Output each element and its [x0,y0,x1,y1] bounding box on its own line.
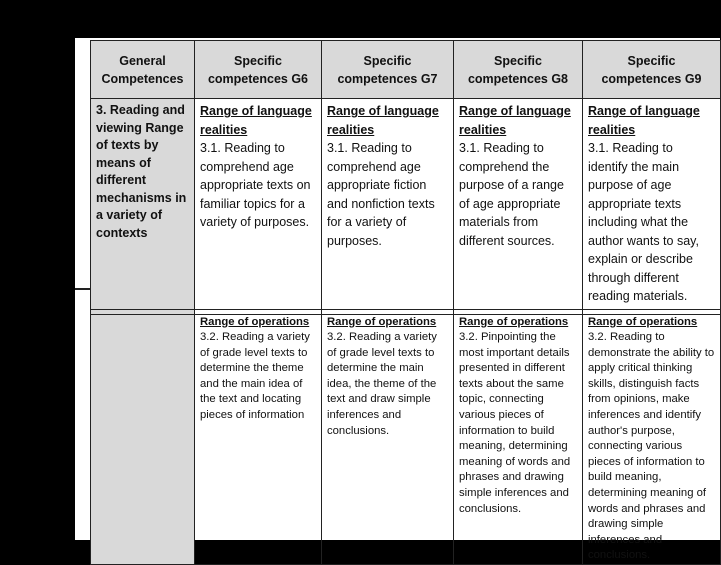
cell-operations-g7 [322,314,454,565]
realities-text-g9: 3.1. Reading to identify the main purpose of age appropriate texts including what the author wants to say, explain or describe through different reading materials. [588,141,699,303]
general-competence-cell-empty [91,314,195,565]
operations-label-g8: Range of operations [459,315,569,328]
operations-text-g7: 3.2. Reading a variety of grade level texts to determine the main idea, the theme of the text and draw simple inferences and conclusions. [327,331,437,437]
cell-realities-g7 [322,99,454,310]
operations-label-g6: Range of operations [200,315,310,328]
realities-label-g7: Range of language realities [327,104,439,137]
realities-text-g7: 3.1. Reading to comprehend age appropriate fiction and nonfiction texts for a variety of purposes. [327,141,435,248]
table-row-realities [91,99,721,310]
general-competence-cell: 3. Reading and viewing Range of texts by means of different mechanisms in a variety of contexts [91,99,195,310]
realities-text-g6: 3.1. Reading to comprehend age appropriate texts on familiar topics for a variety of purposes. [200,141,311,229]
table-header-row [91,41,721,99]
operations-text-g8: 3.2. Pinpointing the most important details presented in different texts about the same topic, connecting various pieces of information to build meaning, determining meaning of words and phrases and drawing simple inferences and conclusions. [459,331,571,515]
cell-realities-g8 [454,99,583,310]
table-row-operations [91,314,721,565]
cell-operations-g8 [454,314,583,565]
realities-text-g8: 3.1. Reading to comprehend the purpose of a range of age appropriate materials from different sources. [459,141,564,248]
operations-text-g9: 3.2. Reading to demonstrate the ability to apply critical thinking skills, distinguish facts from opinions, make inferences and identify author's purpose, connecting various pieces of information to build meaning, determining meaning of words and phrases and drawing simple inferences and conclusions. [588,331,715,562]
operations-label-g9: Range of operations [588,315,698,328]
cell-realities-g9 [583,99,721,310]
header-specific-g7: Specific competences G7 [322,41,454,99]
realities-label-g9: Range of language realities [588,104,700,137]
header-general-competences: General Competences [91,41,195,99]
header-specific-g8: Specific competences G8 [454,41,583,99]
cell-operations-g9 [583,314,721,565]
cell-realities-g6 [195,99,322,310]
competences-table-container [90,40,720,562]
realities-label-g8: Range of language realities [459,104,571,137]
realities-label-g6: Range of language realities [200,104,312,137]
header-specific-g9: Specific competences G9 [583,41,721,99]
cell-operations-g6 [195,314,322,565]
operations-label-g7: Range of operations [327,315,437,328]
operations-text-g6: 3.2. Reading a variety of grade level texts to determine the theme and the main idea of the text and locating pieces of information [200,331,310,422]
header-specific-g6: Specific competences G6 [195,41,322,99]
competences-table [90,40,721,565]
